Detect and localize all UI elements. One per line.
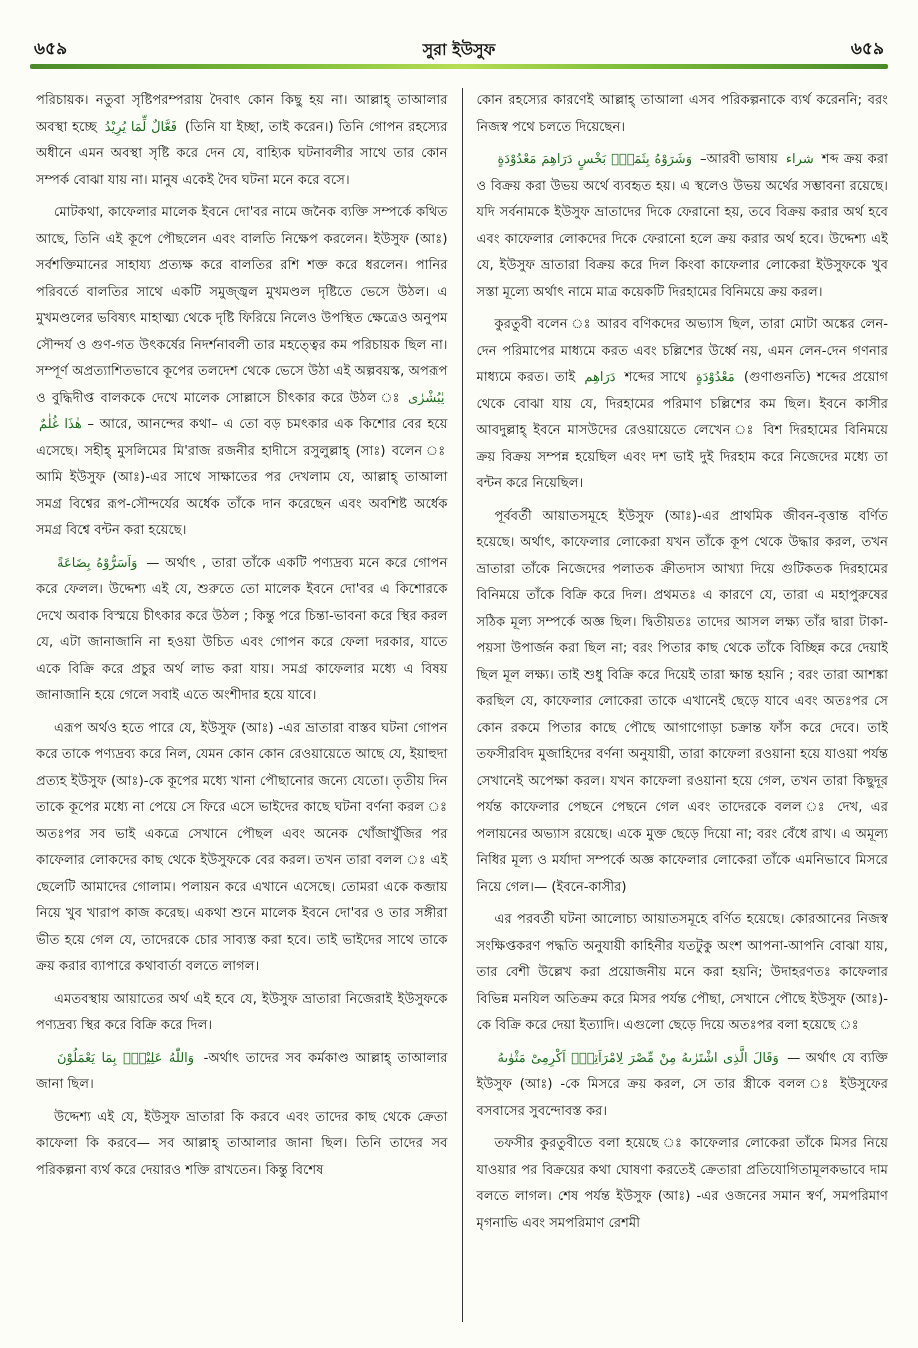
arabic-verse: فَعَّالٌ لِّمَا يُرِيْدُ xyxy=(104,119,177,135)
paragraph: وَقَالَ الَّذِى اشْتَرٰىهُ مِنْ مِّصْرَ لِامْرَاَتِهٖۤ اَكْرِمِىْ مَثْوٰىهُ — অর্থাৎ যে ব্যক্তি ইউসুফ (আঃ) -কে মিসরে ক্রয় করল, সে তার স্ত্রীকে বলল ঃ ইউসুফের বসবাসের সুবন্দোবস্ত কর। xyxy=(476,1050,888,1119)
right-column xyxy=(462,88,889,1322)
paragraph: উদ্দেশ্য এই যে, ইউসুফ ভ্রাতারা কি করবে এবং তাদের কাছ থেকে ক্রেতা কাফেলা কি করবে— সব আল্লাহ্‌ তাআলার জানা ছিল। তিনি তাদের সব পরিকল্পনা ব্যর্থ করে দেয়ারও শক্তি রাখতেন। কিন্তু বিশেষ xyxy=(36,1109,448,1178)
paragraph: তফসীর কুরতুবীতে বলা হয়েছে ঃ কাফেলার লোকেরা তাঁকে মিসর নিয়ে যাওয়ার পর বিক্রয়ের কথা ঘোষণা করতেই ক্রেতারা প্রতিযোগিতামূলকভাবে দাম বলতে লাগল। শেষ পর্যন্ত ইউসুফ (আঃ) -এর ওজনের সমান স্বর্ণ, সমপরিমাণ মৃগনাভি এবং সমপরিমাণ রেশমী xyxy=(476,1136,888,1231)
arabic-word: مَعْدُوْدَةٍ xyxy=(695,370,735,385)
paragraph: এরূপ অর্থও হতে পারে যে, ইউসুফ (আঃ) -এর ভ্রাতারা বাস্তব ঘটনা গোপন করে তাকে পণ্যদ্রব্য করে নিল, যেমন কোন কোন রেওয়ায়েতে আছে যে, ইয়াহুদা প্রত্যহ ইউসুফ (আঃ)-কে কূপের মধ্যে খানা পৌছানোর জন্যে যেতো। তৃতীয় দিন তাকে কূপের মধ্যে না পেয়ে সে ফিরে এসে ভাইদের কাছে ঘটনা বর্ণনা করল ঃ অতঃপর সব ভাই একত্রে সেখানে পৌছল এবং অনেক খোঁজাখুঁজির পর কাফেলার লোকদের কাছ থেকে ইউসুফকে বের করল। তখন তারা বলল ঃ এই ছেলেটি আমাদের গোলাম। পলায়ন করে এখানে এসেছে। তোমরা একে কব্জায় নিয়ে খুব খারাপ কাজ করেছ। একথা শুনে মালেক ইবনে দো'বর ও তার সঙ্গীরা ভীত হয়ে গেল যে, তাদেরকে চোর সাব্যস্ত করা হবে। তাই ভাইদের সাথে তাকে ক্রয় করার ব্যাপারে কথাবার্তা বলতে লাগল। xyxy=(36,720,448,974)
paragraph: মোটকথা, কাফেলার মালেক ইবনে দো'বর নামে জনৈক ব্যক্তি সম্পর্কে কথিত আছে, তিনি এই কূপে পৌছলেন এবং বালতি নিক্ষেপ করলেন। ইউসুফ (আঃ) সর্বশক্তিমানের সাহায্য প্রত্যক্ষ করে বালতির রশি শক্ত করে ধরলেন। পানির পরিবর্তে বালতির সাথে একটি সমুজ্জ্বল মুখমণ্ডল দৃষ্টিতে ভেসে উঠল। এ মুখমণ্ডলের ভবিষ্যৎ মাহাত্ম্য থেকে দৃষ্টি ফিরিয়ে নিলেও উপস্থিত ক্ষেত্রেও অনুপম সৌন্দর্য ও গুণ-গত উৎকর্ষের নিদর্শনাবলী তার মহত্ত্বের কম পরিচায়ক ছিল না। সম্পূর্ণ অপ্রত্যাশিতভাবে কূপের তলদেশ থেকে ভেসে উঠা এই অল্পবয়স্ক, অপরূপ ও বুদ্ধিদীপ্ত বালককে দেখে মালেক সোল্লাসে চীৎকার করে উঠল ঃ يٰبُشْرٰى هٰذَا غُلٰمٌ – আরে, আনন্দের কথা– এ তো বড় চমৎকার এক কিশোর বের হয়ে এসেছে। সহীহ্‌ মুসলিমের মি'রাজ রজনীর হাদীসে রসুলুল্লাহ্‌ (সাঃ) বলেন ঃ আমি ইউসুফ (আঃ)-এর সাথে সাক্ষাতের পর দেখলাম যে, আল্লাহ্‌ তাআলা সমগ্র বিশ্বের রূপ-সৌন্দর্যের অর্ধেক তাঁকে দান করেছেন এবং অবশিষ্ট অর্ধেক সমগ্র বিশ্বে বন্টন করা হয়েছে। xyxy=(36,205,448,538)
text-columns xyxy=(36,88,888,1322)
paragraph: এর পরবর্তী ঘটনা আলোচ্য আয়াতসমূহে বর্ণিত হয়েছে। কোরআনের নিজস্ব সংক্ষিপ্তকরণ পদ্ধতি অনুযায়ী কাহিনীর যতটুকু অংশ আপনা-আপনি বোঝা যায়, তার বেশী উল্লেখ করা প্রয়োজনীয় মনে করা হয়নি; উদাহরণতঃ কাফেলার বিভিন্ন মনযিল অতিক্রম করে মিসর পর্যন্ত পৌছা, সেখানে পৌছে ইউসুফ (আঃ)-কে বিক্রি করে দেয়া ইত্যাদি। এগুলো ছেড়ে দিয়ে অতঃপর বলা হয়েছে ঃ xyxy=(476,912,888,1033)
arabic-word: دَرَاهِم xyxy=(584,370,616,385)
left-column xyxy=(36,88,462,1322)
paragraph: পরিচায়ক। নতুবা সৃষ্টিপরম্পরায় দৈবাৎ কোন কিছু হয় না। আল্লাহ্‌ তাআলার অবস্থা হচ্ছে فَعَّالٌ لِّمَا يُرِيْدُ (তিনি যা ইচ্ছা, তাই করেন।) তিনি গোপন রহস্যের অধীনে এমন অবস্থা সৃষ্টি করে দেন যে, বাহ্যিক ঘটনাবলীর সাথে তার কোন সম্পর্ক বোঝা যায় না। মানুষ একেই দৈব ঘটনা মনে করে বসে। xyxy=(36,93,448,188)
page-number-right: ৬৫৯ xyxy=(850,39,884,59)
surah-title: সুরা ইউসুফ xyxy=(422,40,496,59)
paragraph: কুরতুবী বলেন ঃ আরব বণিকদের অভ্যাস ছিল, তারা মোটা অঙ্কের লেন-দেন পরিমাপের মাধ্যমে করত এবং চল্লিশের উর্ধ্বে নয়, এমন লেন-দেন গণনার মাধ্যমে করত। তাই دَرَاهِم শব্দের সাথে مَعْدُوْدَةٍ (গুণাগুনতি) শব্দের প্রয়োগ থেকে বোঝা যায় যে, দিরহামের পরিমাণ চল্লিশের কম ছিল। ইবনে কাসীর আবদুল্লাহ্‌ ইবনে মাসউদের রেওয়ায়েতে লেখেন ঃ বিশ দিরহামের বিনিময়ে ক্রয় বিক্রয় সম্পন্ন হয়েছিল এবং দশ ভাই দুই দিরহাম করে নিজেদের মধ্যে তা বন্টন করে নিয়েছিল। xyxy=(476,317,888,491)
paragraph: পূর্ববর্তী আয়াতসমূহে ইউসুফ (আঃ)-এর প্রাথমিক জীবন-বৃত্তান্ত বর্ণিত হয়েছে। অর্থাৎ, কাফেলার লোকেরা যখন তাঁকে কূপ থেকে উদ্ধার করল, তখন ভ্রাতারা তাঁকে নিজেদের পলাতক ক্রীতদাস আখ্যা দিয়ে গুটিকতক দিরহামের বিনিময়ে তাঁকে বিক্রি করে দিল। প্রথমতঃ এ কারণে যে, তারা এ মহাপুরুষের সঠিক মূল্য সম্পর্কে অজ্ঞ ছিল। দ্বিতীয়তঃ তাদের আসল লক্ষ্য তাঁর দ্বারা টাকা-পয়সা উপার্জন করা ছিল না; বরং পিতার কাছ থেকে তাঁকে বিচ্ছিন্ন করে দেয়াই ছিল মূল লক্ষ্য। তাই শুধু বিক্রি করে দিয়েই তারা ক্ষান্ত হয়নি ; বরং তারা আশঙ্কা করছিল যে, কাফেলার লোকেরা তাকে এখানেই ছেড়ে যাবে এবং অতঃপর সে কোন রকমে পিতার কাছে পৌছে আগাগোড়া চক্রান্ত ফাঁস করে দেবে। তাই তফসীরবিদ মুজাহিদের বর্ণনা অনুযায়ী, তারা কাফেলা রওয়ানা হয়ে যাওয়া পর্যন্ত সেখানেই অপেক্ষা করল। যখন কাফেলা রওয়ানা হয়ে গেল, তখন তারা কিছুদূর পর্যন্ত কাফেলার পেছনে পেছনে গেল এবং তাদেরকে বলল ঃ দেখ, এর পলায়নের অভ্যাস রয়েছে। একে মুক্ত ছেড়ে দিয়ো না; বরং বেঁধে রাখ। এ অমূল্য নিধির মূল্য ও মর্যাদা সম্পর্কে অজ্ঞ কাফেলার লোকেরা তাঁকে এমনিভাবে মিসরে নিয়ে গেল।— (ইবনে-কাসীর) xyxy=(476,508,888,895)
arabic-word: شراء xyxy=(785,152,814,167)
paragraph: এমতবস্থায় আয়াতের অর্থ এই হবে যে, ইউসুফ ভ্রাতারা নিজেরাই ইউসুফকে পণ্যদ্রব্য স্থির করে বিক্রি করে দিল। xyxy=(36,991,448,1033)
arabic-verse: وَاَسَرُّوْهُ بِضَاعَةً xyxy=(57,555,138,571)
arabic-verse: وَقَالَ الَّذِى اشْتَرٰىهُ مِنْ مِّصْرَ لِامْرَاَتِهٖۤ اَكْرِمِىْ مَثْوٰىهُ xyxy=(497,1050,779,1066)
paragraph: وَشَرَوْهُ بِثَمَنٍۢ بَخْسٍ دَرَاهِمَ مَعْدُوْدَةٍ –আরবী ভাষায় شراء শব্দ ক্রয় করা ও বিক্রয় করা উভয় অর্থে ব্যবহৃত হয়। এ স্থলেও উভয় অর্থের সম্ভাবনা রয়েছে। যদি সর্বনামকে ইউসুফ ভ্রাতাদের দিকে ফেরানো হয়, তবে বিক্রয় করার অর্থ হবে এবং কাফেলার লোকদের দিকে ফেরানো হলে ক্রয় করার অর্থ হবে। উদ্দেশ্য এই যে, ইউসুফ ভ্রাতারা বিক্রয় করে দিল কিংবা কাফেলার লোকেরা ইউসুফকে খুব সস্তা মূল্যে অর্থাৎ নামে মাত্র কয়েকটি দিরহামের বিনিময়ে ক্রয় করল। xyxy=(476,152,888,300)
arabic-verse: وَاللّٰهُ عَلِيْمٌۢ بِمَا يَعْمَلُوْنَ xyxy=(57,1050,195,1066)
page-number-left: ৬৫৯ xyxy=(34,39,68,59)
arabic-verse: يٰبُشْرٰى هٰذَا غُلٰمٌ xyxy=(39,390,445,432)
page-header xyxy=(30,30,888,64)
header-divider xyxy=(30,64,888,69)
paragraph: وَاَسَرُّوْهُ بِضَاعَةً — অর্থাৎ , তারা তাঁকে একটি পণ্যদ্রব্য মনে করে গোপন করে ফেলল। উদ্দেশ্য এই যে, শুরুতে তো মালেক ইবনে দো'বর এ কিশোরকে দেখে অবাক বিস্ময়ে চীৎকার করে উঠল ; কিন্তু পরে চিন্তা-ভাবনা করে স্থির করল যে, এটা জানাজানি না হওয়া উচিত এবং গোপন করে ফেলা দরকার, যাতে একে বিক্রি করে প্রচুর অর্থ লাভ করা যায়। সমগ্র কাফেলার মধ্যে এ বিষয় জানাজানি হয়ে গেলে সবাই এতে অংশীদার হয়ে যাবে। xyxy=(36,555,448,703)
paragraph: وَاللّٰهُ عَلِيْمٌۢ بِمَا يَعْمَلُوْنَ -অর্থাৎ তাদের সব কর্মকাণ্ড আল্লাহ্‌ তাআলার জানা ছিল। xyxy=(36,1050,448,1092)
paragraph: কোন রহস্যের কারণেই আল্লাহ্‌ তাআলা এসব পরিকল্পনাকে ব্যর্থ করেননি; বরং নিজস্ব পথে চলতে দিয়েছেন। xyxy=(476,93,888,135)
arabic-verse: وَشَرَوْهُ بِثَمَنٍۢ بَخْسٍ دَرَاهِمَ مَعْدُوْدَةٍ xyxy=(497,152,692,167)
